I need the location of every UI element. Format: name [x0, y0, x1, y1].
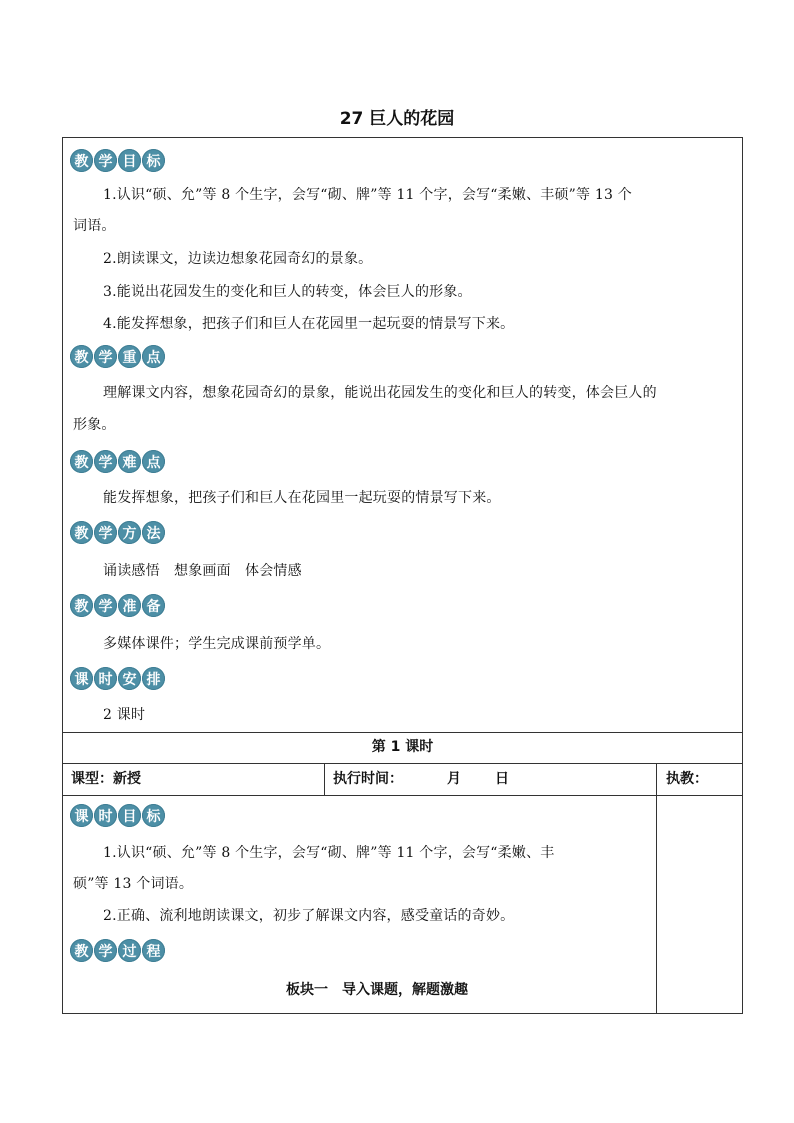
badge-char: 时	[94, 804, 117, 827]
page-title: 27 巨人的花园	[339, 109, 455, 129]
day-label: 日	[495, 771, 509, 787]
lesson-goal-item: 2.正确、流利地朗读课文，初步了解课文内容，感受童话的奇妙。	[103, 908, 515, 924]
goal-item: 4.能发挥想象，把孩子们和巨人在花园里一起玩耍的情景写下来。	[103, 316, 515, 332]
lesson-content-box	[62, 795, 743, 1014]
key-points-text-cont: 形象。	[73, 417, 116, 433]
badge-char: 学	[94, 450, 117, 473]
execution-time-label: 执行时间：	[333, 771, 403, 787]
lesson-type: 课型：新授	[71, 771, 141, 787]
key-points-heading	[70, 345, 165, 368]
badge-char: 教	[70, 521, 93, 544]
teacher-label: 执教：	[666, 771, 708, 787]
divider	[324, 763, 325, 795]
overview-box	[62, 137, 743, 733]
badge-char: 排	[142, 667, 165, 690]
badge-char: 难	[118, 450, 141, 473]
badge-char: 教	[70, 149, 93, 172]
badge-char: 过	[118, 939, 141, 962]
badge-char: 教	[70, 450, 93, 473]
schedule-text: 2 课时	[103, 707, 146, 723]
goal-item: 3.能说出花园发生的变化和巨人的转变，体会巨人的形象。	[103, 284, 472, 300]
divider	[656, 763, 657, 795]
difficulties-heading	[70, 450, 165, 473]
key-points-text: 理解课文内容，想象花园奇幻的景象，能说出花园发生的变化和巨人的转变，体会巨人的	[103, 385, 657, 401]
badge-char: 点	[142, 345, 165, 368]
badge-char: 教	[70, 594, 93, 617]
module-title: 板块一 导入课题，解题激趣	[286, 982, 468, 998]
difficulties-text: 能发挥想象，把孩子们和巨人在花园里一起玩耍的情景写下来。	[103, 490, 501, 506]
badge-char: 程	[142, 939, 165, 962]
badge-char: 时	[94, 667, 117, 690]
badge-char: 标	[142, 149, 165, 172]
goal-item: 1.认识“硕、允”等 8 个生字，会写“砌、牌”等 11 个字，会写“柔嫩、丰硕”等 13 个	[103, 187, 632, 203]
lesson-goal-item: 1.认识“硕、允”等 8 个生字，会写“砌、牌”等 11 个字，会写“柔嫩、丰	[103, 845, 555, 861]
badge-char: 安	[118, 667, 141, 690]
lesson-meta-row	[62, 763, 743, 796]
badge-char: 学	[94, 594, 117, 617]
goals-heading	[70, 149, 165, 172]
badge-char: 目	[118, 149, 141, 172]
preparation-text: 多媒体课件；学生完成课前预学单。	[103, 636, 331, 652]
badge-char: 教	[70, 345, 93, 368]
methods-heading	[70, 521, 165, 544]
badge-char: 教	[70, 939, 93, 962]
lesson-goal-item-cont: 硕”等 13 个词语。	[73, 876, 194, 892]
schedule-heading	[70, 667, 165, 690]
badge-char: 方	[118, 521, 141, 544]
badge-char: 课	[70, 667, 93, 690]
badge-char: 学	[94, 345, 117, 368]
badge-char: 点	[142, 450, 165, 473]
badge-char: 课	[70, 804, 93, 827]
goal-item-cont: 词语。	[73, 218, 116, 234]
badge-char: 备	[142, 594, 165, 617]
badge-char: 学	[94, 521, 117, 544]
lesson-heading: 第 1 课时	[62, 732, 743, 764]
badge-char: 学	[94, 939, 117, 962]
badge-char: 重	[118, 345, 141, 368]
process-heading	[70, 939, 165, 962]
badge-char: 标	[142, 804, 165, 827]
month-label: 月	[447, 771, 461, 787]
methods-text: 诵读感悟 想象画面 体会情感	[103, 563, 302, 579]
badge-char: 法	[142, 521, 165, 544]
lesson-goals-heading	[70, 804, 165, 827]
goal-item: 2.朗读课文，边读边想象花园奇幻的景象。	[103, 251, 373, 267]
badge-char: 学	[94, 149, 117, 172]
badge-char: 准	[118, 594, 141, 617]
preparation-heading	[70, 594, 165, 617]
badge-char: 目	[118, 804, 141, 827]
